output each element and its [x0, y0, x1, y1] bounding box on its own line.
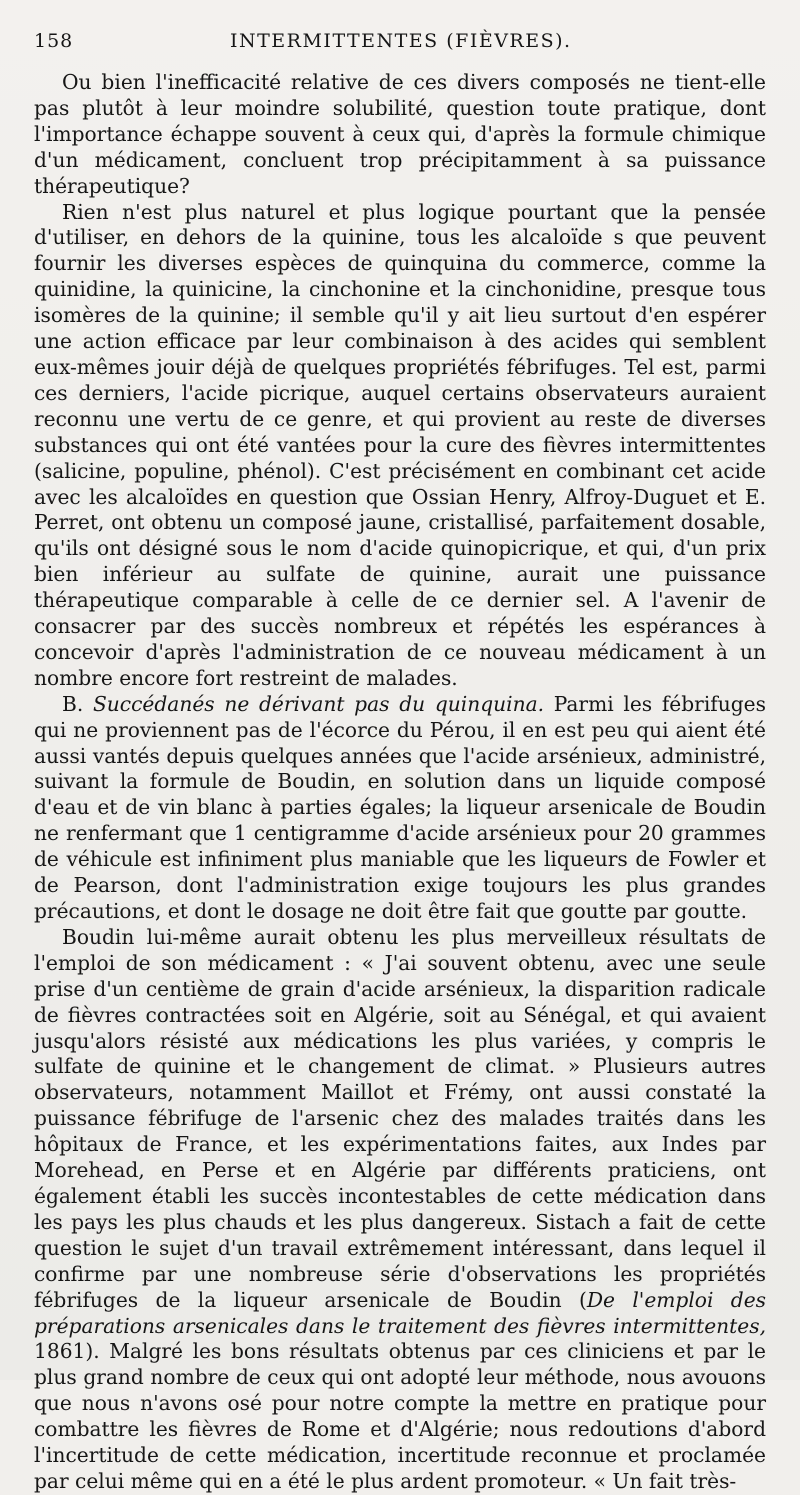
- page-number: 158: [34, 30, 74, 52]
- boudin-text-part1: Boudin lui-même aurait obtenu les plus merveilleux résultats de l'emploi de son médicament : « J'ai souvent obtenu, avec une seule prise d'un centième de grain d'acide arsénieux, la disparition radicale de fièvres contractées soit en Algérie, soit au Sénégal, et qui avaient jusqu'alors résisté aux médications les plus variées, y compris le sulfate de quinine et le changement de climat. » Plusieurs autres observateurs, notamment Maillot et Frémy, ont aussi constaté la puissance fébrifuge de l'arsenic chez des malades traités dans les hôpitaux de France, et les expérimentations faites, aux Indes par Morehead, en Perse et en Algérie par différents praticiens, ont également établi les succès incontestables de cette médication dans les pays les plus chauds et les plus dangereux. Sistach a fait de cette question le sujet d'un travail extrêmement intéressant, dans lequel il confirme par une nombreuse série d'observations les propriétés fébrifuges de la liqueur arsenicale de Boudin (: [34, 924, 766, 1312]
- body-text: [34, 70, 766, 1495]
- paragraph-alkaloids: Rien n'est plus naturel et plus logique pourtant que la pensée d'utiliser, en dehors de la quinine, tous les alcaloïde s que peuvent fournir les diverses espèces de quinquina du commerce, comme la quinidine, la quinicine, la cinchonine et la cinchonidine, presque tous isomères de la quinine; il semble qu'il y ait lieu surtout d'en espérer une action efficace par leur combinaison à des acides qui semblent eux-mêmes jouir déjà de quelques propriétés fébrifuges. Tel est, parmi ces derniers, l'acide picrique, auquel certains observateurs auraient reconnu une vertu de ce genre, et qui provient au reste de diverses substances qui ont été vantées pour la cure des fièvres intermittentes (salicine, populine, phénol). C'est précisément en combinant cet acide avec les alcaloïdes en question que Ossian Henry, Alfroy-Duguet et E. Perret, ont obtenu un composé jaune, cristallisé, parfaitement dosable, qu'ils ont désigné sous le nom d'acide quinopicrique, et qui, d'un prix bien inférieur au sulfate de quinine, aurait une puissance thérapeutique comparable à celle de ce dernier sel. A l'avenir de consacrer par des succès nombreux et répétés les espérances à concevoir d'après l'administration de ce nouveau médicament à un nombre encore fort restreint de malades.: [34, 199, 766, 690]
- paragraph-boudin: [34, 925, 766, 1495]
- paragraph-solubility: Ou bien l'inefficacité relative de ces divers composés ne tient-elle pas plutôt à leur moindre solubilité, question toute pratique, dont l'importance échappe souvent à ceux qui, d'après la formule chimique d'un médicament, concluent trop précipitamment à sa puissance thérapeutique?: [34, 70, 766, 198]
- section-letter: B.: [62, 691, 84, 716]
- running-head: [34, 30, 766, 70]
- boudin-text-part2: 1861). Malgré les bons résultats obtenus par ces cliniciens et par le plus grand nombre de ceux qui ont adopté leur méthode, nous avouons que nous n'avons osé pour notre compte la mettre en pratique pour combattre les fièvres de Rome et d'Algérie; nous redoutions d'abord l'incertitude de cette médication, incertitude reconnue et proclamée par celui même qui en a été le plus ardent promoteur. « Un fait très-: [34, 1339, 766, 1493]
- section-title: Succédanés ne dérivant pas du quinquina.: [92, 691, 545, 716]
- section-text: Parmi les fébrifuges qui ne proviennent pas de l'écorce du Pérou, il en est peu qui aient été aussi vantés depuis quelques années que l'acide arsénieux, administré, suivant la formule de Boudin, en solution dans un liquide composé d'eau et de vin blanc à parties égales; la liqueur arsenicale de Boudin ne renfermant que 1 centigramme d'acide arsénieux pour 20 grammes de véhicule est infiniment plus maniable que les liqueurs de Fowler et de Pearson, dont l'administration exige toujours les plus grandes précautions, et dont le dosage ne doit être fait que goutte par goutte.: [34, 691, 766, 923]
- reference-title: De l'emploi des préparations arsenicales dans le traitement des fièvres intermittentes,: [34, 1287, 767, 1338]
- running-title: INTERMITTENTES (FIÈVRES).: [230, 30, 572, 52]
- paragraph-succedanes: [34, 692, 766, 925]
